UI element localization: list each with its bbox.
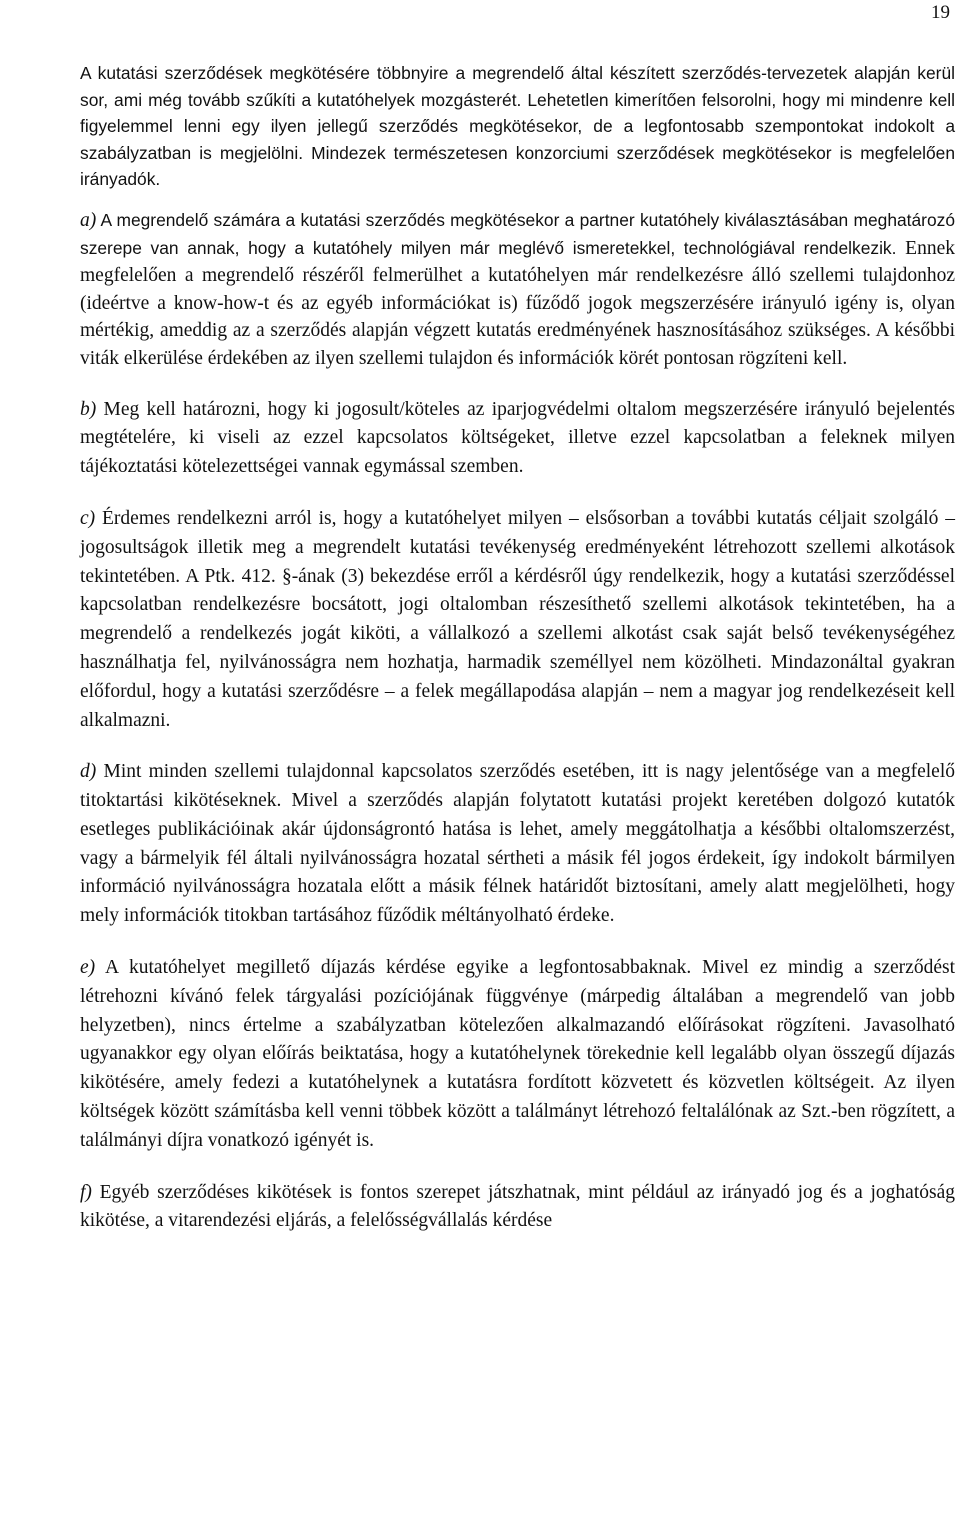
paragraph-c-marker: c) bbox=[80, 507, 96, 529]
paragraph-c-text: Érdemes rendelkezni arról is, hogy a kutatóhelyet milyen – elsősorban a további kutatás céljait szolgáló – jogosultságok illetik meg a megrendelt kutatási tevékenység eredményeként létrehozott szellemi alkotások tekintetében. A Ptk. 412. §-ának (3) bekezdése erről a kérdésről úgy rendelkezik, hogy a kutatási szerződéssel kapcsolatban rendelkezésre bocsátott, jogi oltalomban részesíthető szellemi alkotások tekintetében, ha a megrendelő a rendelkezés jogát kiköti, a vállalkozó a szellemi alkotást csak saját belső tevékenységéhez használhatja fel, nyilvánosságra nem hozhatja, harmadik személlyel nem közölheti. Mindazonáltal gyakran előfordul, hogy a kutatási szerződésre – a felek megállapodása alapján – nem a magyar jog rendelkezéseit kell alkalmazni. bbox=[80, 507, 955, 731]
paragraph-c bbox=[80, 505, 955, 735]
paragraph-d bbox=[80, 758, 955, 931]
paragraph-b-text: Meg kell határozni, hogy ki jogosult/köteles az iparjogvédelmi oltalom megszerzésére irányuló bejelentés megtételére, ki viseli az ezzel kapcsolatos költségeket, illetve ezzel kapcsolatban a feleknek milyen tájékoztatási kötelezettségei vannak egymással szemben. bbox=[80, 398, 955, 478]
paragraph-b bbox=[80, 396, 955, 482]
paragraph-a-text-sans: A megrendelő számára a kutatási szerződés megkötésekor a partner kutatóhely kiválasztásában meghatározó szerepe van annak, hogy a kutatóhely milyen már meglévő ismeretekkel, technológiával rendelkezik. bbox=[80, 209, 955, 258]
paragraph-f-marker: f) bbox=[80, 1181, 92, 1203]
intro-text: A kutatási szerződések megkötésére többnyire a megrendelő által készített szerződés-tervezetek alapján kerül sor, ami még tovább szűkíti a kutatóhelyek mozgásterét. Lehetetlen kimerítően felsorolni, hogy mi mindenre kell figyelemmel lenni egy ilyen jellegű szerződés megkötésekor, de a legfontosabb szempontokat indokolt a szabályzatban is megjelölni. Mindezek természetesen konzorciumi szerződések megkötésekor is megfelelően irányadók. bbox=[80, 63, 955, 190]
paragraph-a-text-serif: Ennek megfelelően a megrendelő részéről felmerülhet a kutatóhelyen már rendelkezésre álló szellemi tulajdonhoz (ideértve a know-how-t és az egyéb információkat is) fűződő jogok megszerzésére irányuló igény is, olyan mértékig, ameddig az a szerződés alapján végzett kutatás eredményének hasznosításához szükséges. A későbbi viták elkerülése érdekében az ilyen szellemi tulajdon és információk körét pontosan rögzíteni kell. bbox=[80, 237, 955, 369]
page-number: 19 bbox=[931, 2, 950, 23]
paragraph-f-text: Egyéb szerződéses kikötések is fontos szerepet játszhatnak, mint például az irányadó jog és a joghatóság kikötése, a vitarendezési eljárás, a felelősségvállalás kérdése bbox=[80, 1181, 955, 1232]
paragraph-e-text: A kutatóhelyet megillető díjazás kérdése egyike a legfontosabbaknak. Mivel ez mindig a szerződést létrehozni kívánó felek tárgyalási pozíciójának függvénye (márpedig általában a megrendelő van jobb helyzetben), nincs értelme a szabályzatban kötelezően alkalmazandó előírásokat rögzíteni. Javasolható ugyanakkor egy olyan előírás beiktatása, hogy a kutatóhelynek törekednie kell legalább olyan összegű díjazás kikötésére, amely fedezi a kutatóhelynek a kutatásra fordított közvetett és közvetlen költségeit. Az ilyen költségek között számításba kell venni többek között a találmányt létrehozó feltalálónak az Szt.-ben rögzített, a találmányi díjra vonatkozó igényét is. bbox=[80, 957, 955, 1151]
paragraph-e bbox=[80, 954, 955, 1156]
paragraph-b-marker: b) bbox=[80, 398, 97, 420]
paragraph-a bbox=[80, 207, 955, 373]
intro-paragraph bbox=[80, 60, 955, 193]
paragraph-d-marker: d) bbox=[80, 761, 97, 783]
document-body bbox=[80, 60, 955, 1236]
paragraph-e-marker: e) bbox=[80, 957, 96, 979]
paragraph-d-text: Mint minden szellemi tulajdonnal kapcsolatos szerződés esetében, itt is nagy jelentősége van a megfelelő titoktartási kikötéseknek. Mivel a szerződés alapján folytatott kutatási projekt keretében dolgozó kutatók esetleges publikációinak akár újdonságrontó hatása is lehet, amely meggátolhatja a későbbi oltalomszerzést, vagy a bármelyik fél általi nyilvánosságra hozatal sértheti a másik fél jogos érdekeit, így indokolt bármilyen információ nyilvánosságra hozatala előtt a másik félnek határidőt biztosítani, amely alatt megjelölheti, hogy mely információk titokban tartásához fűződik méltányolható érdeke. bbox=[80, 761, 955, 927]
paragraph-f bbox=[80, 1179, 955, 1237]
paragraph-a-marker: a) bbox=[80, 209, 97, 231]
